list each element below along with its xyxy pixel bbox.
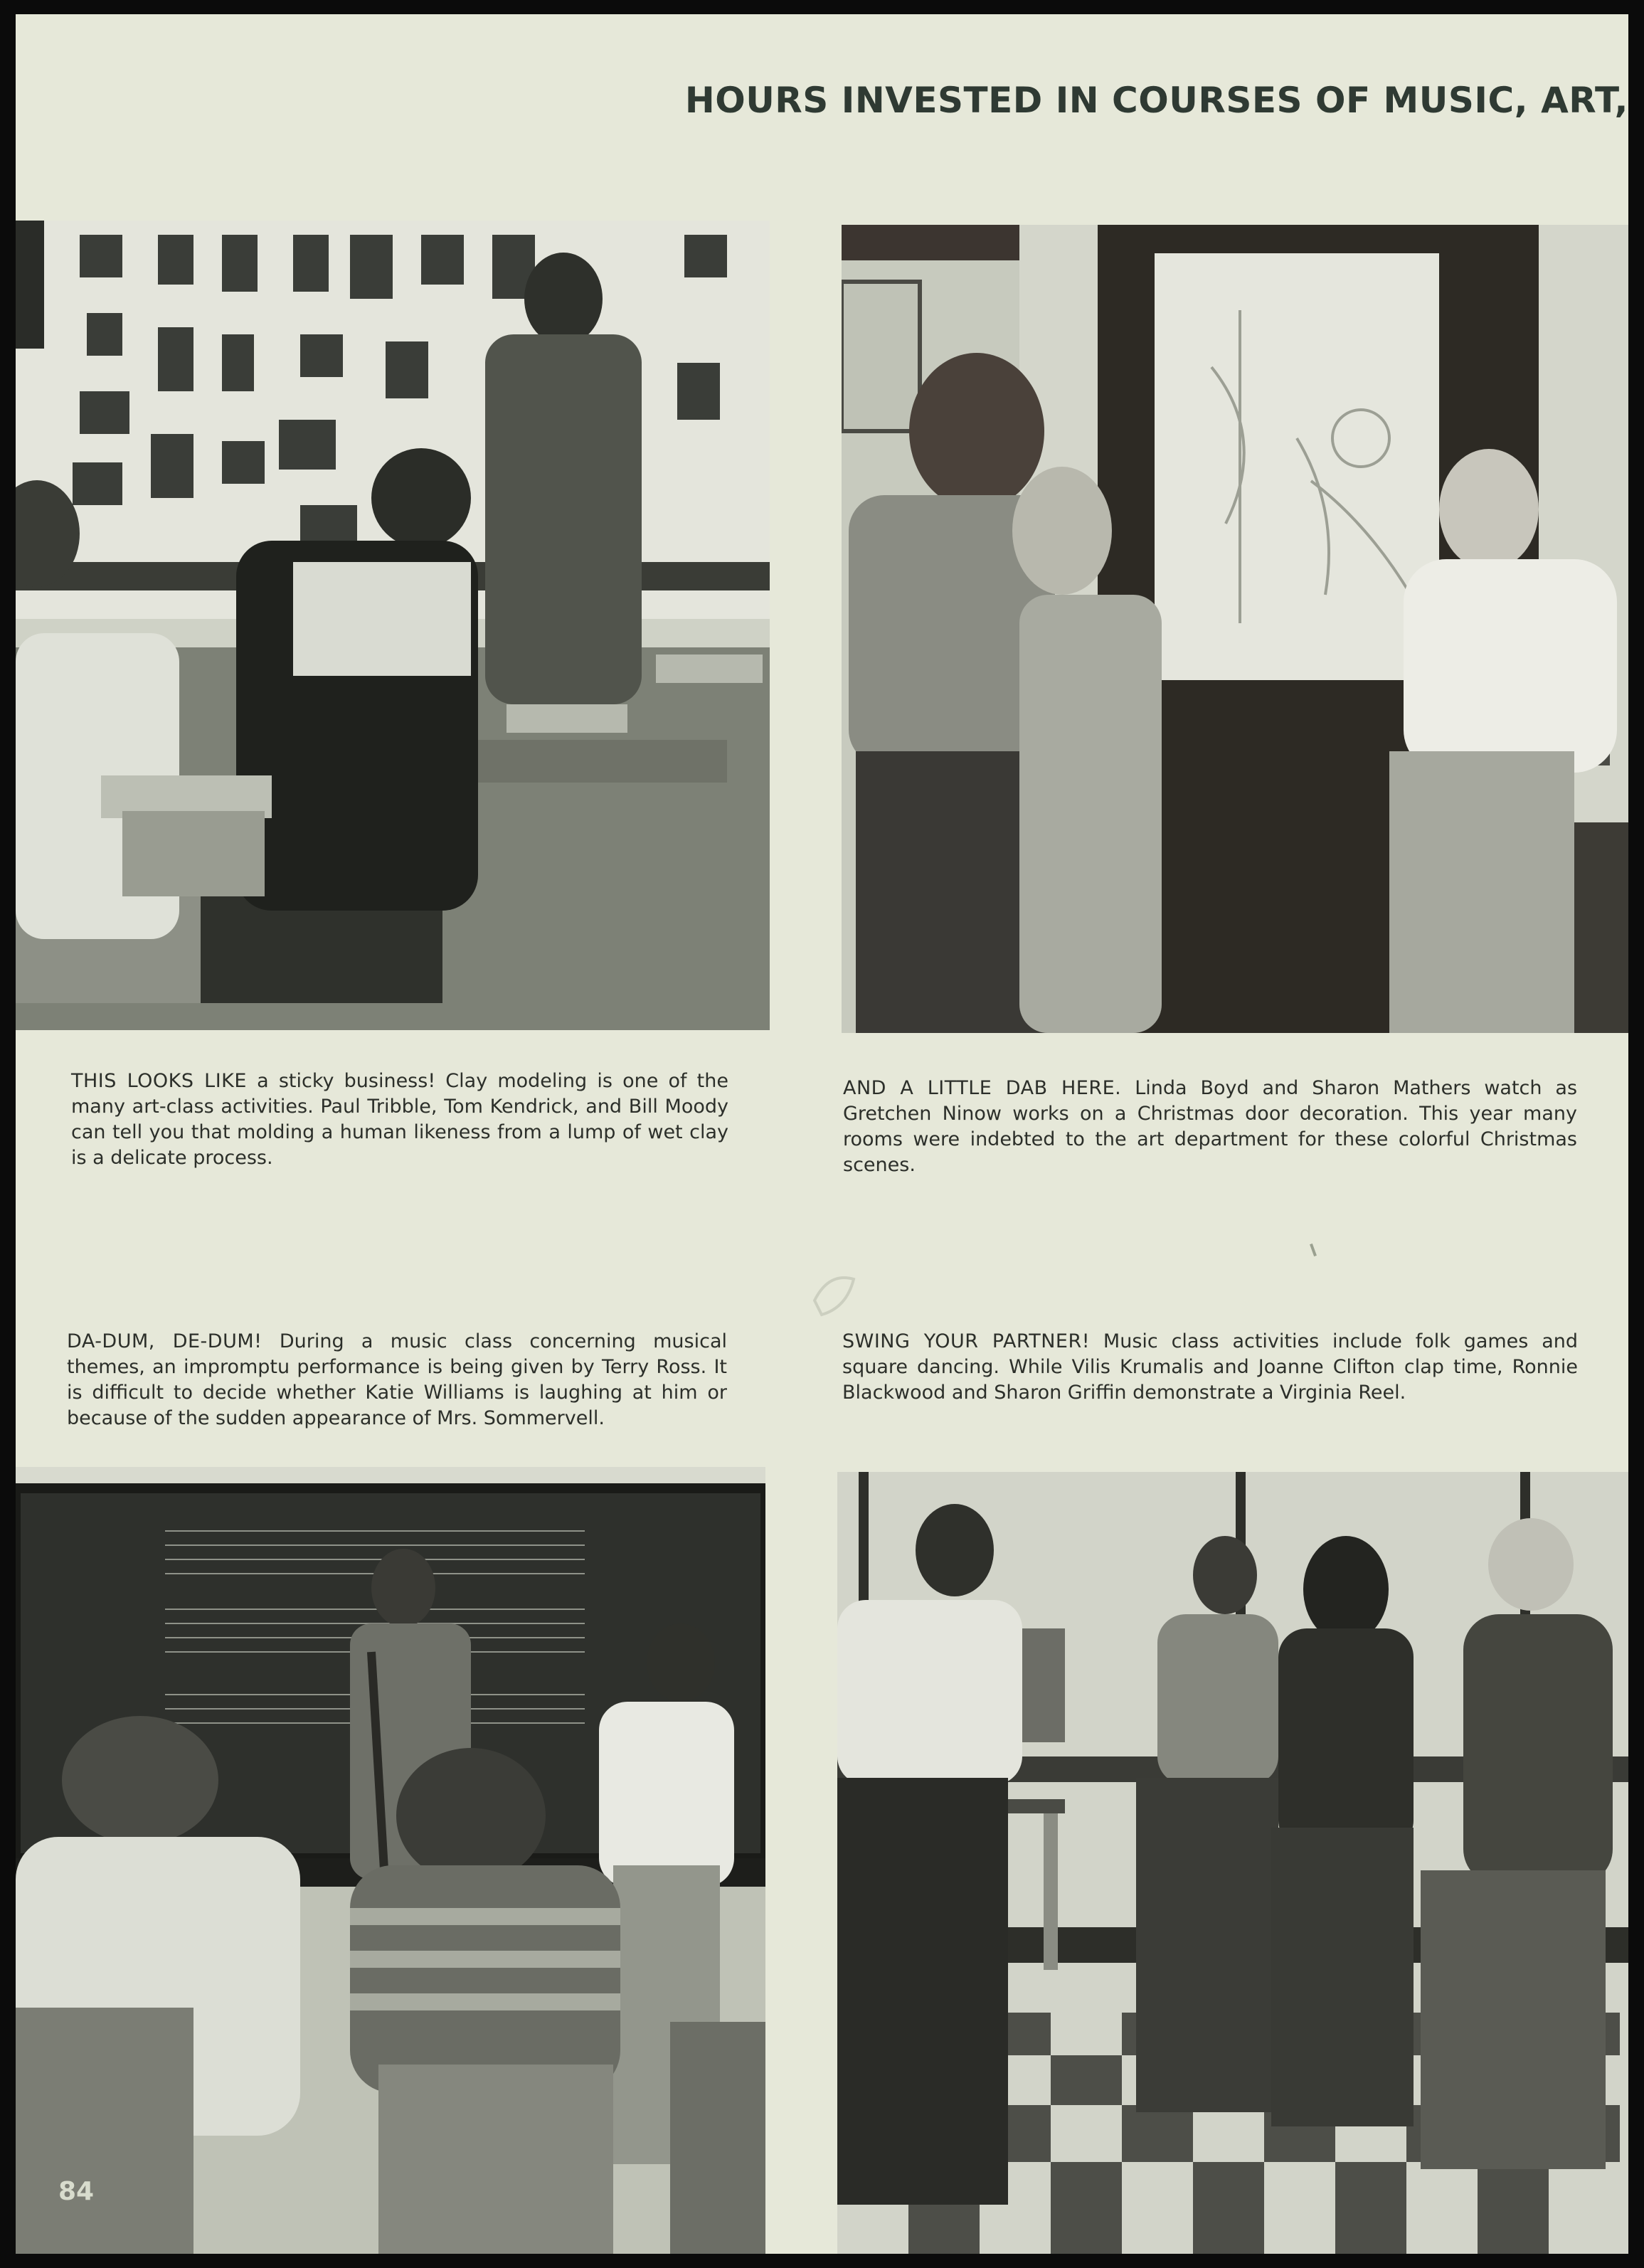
caption-body: During a music class concerning musical themes, an impromptu performance is being given by Terry Ross. It is difficult to decide whether Katie Williams is laughing at him or because of the sudden appearance of Mrs. Sommervell. [67,1330,727,1429]
caption-body: a sticky business! Clay modeling is one of the many art-class activities. Paul Tribble, Tom Kendrick, and Bill Moody can tell you that molding a human likeness from a lump of wet clay is a delicate process. [71,1070,728,1169]
caption-square-dancing [842,1329,1578,1406]
photo-clay-modeling [16,221,770,1030]
yearbook-page [16,14,1628,2254]
page-headline: HOURS INVESTED IN COURSES OF MUSIC, ART, [684,80,1628,121]
caption-body: Music class activities include folk games and square dancing. While Vilis Krumalis and Joanne Clifton clap time, Ronnie Blackwood and Sharon Griffin demonstrate a Virginia Reel. [842,1330,1579,1404]
photo-music-class [16,1467,765,2254]
page-number: 84 [58,2177,95,2206]
caption-clay-modeling [71,1069,728,1171]
caption-door-decoration [843,1076,1577,1178]
leaf-watermark-icon [807,1272,857,1322]
caption-music-class [67,1329,727,1431]
caption-lead: THIS LOOKS LIKE [71,1070,247,1092]
photo-square-dancing [837,1472,1628,2254]
caption-lead: DA-DUM, DE-DUM! [67,1330,262,1352]
photo-door-decoration [842,225,1628,1033]
paper-speck [1310,1244,1317,1256]
caption-lead: SWING YOUR PARTNER! [842,1330,1091,1352]
caption-lead: AND A LITTLE DAB HERE. [843,1077,1122,1099]
caption-body: Linda Boyd and Sharon Mathers watch as Gretchen Ninow works on a Christmas door decoration. This year many rooms were indebted to the art department for these colorful Christmas scenes. [843,1077,1578,1176]
